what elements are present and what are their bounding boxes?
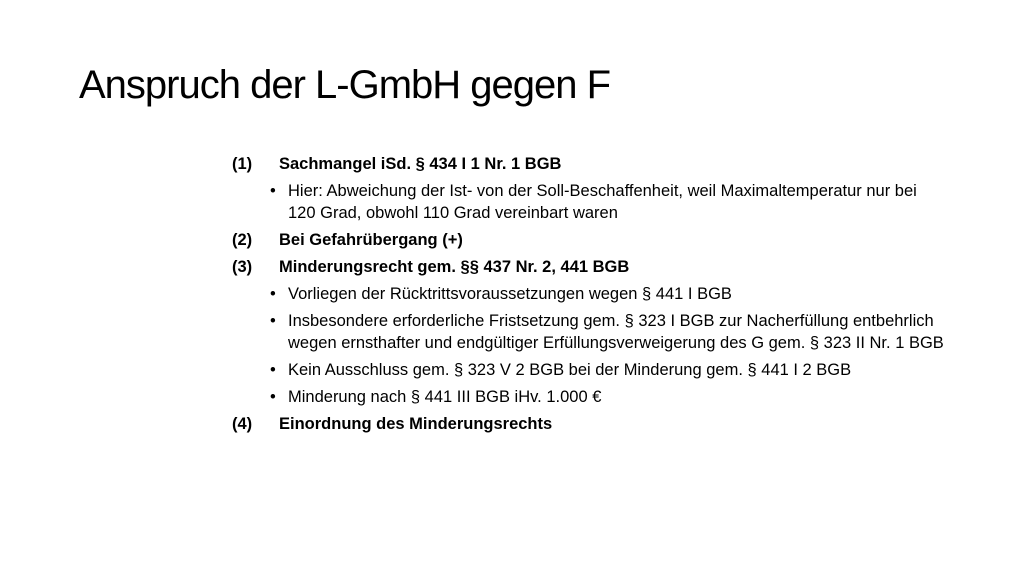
sub-bullet-text: Hier: Abweichung der Ist- von der Soll-Beschaffenheit, weil Maximaltemperatur nur bei 120 Grad, obwohl 110 Grad vereinbart waren [288,182,917,222]
item-heading: Sachmangel iSd. § 434 I 1 Nr. 1 BGB [279,155,562,173]
slide-content [232,153,992,440]
item-number: (4) [232,415,253,433]
bullet-icon: • [270,182,276,200]
sub-bullet [270,359,992,381]
slide-title: Anspruch der L-GmbH gegen F [79,63,611,107]
list-item [232,153,992,175]
list-item [232,229,992,251]
bullet-icon: • [270,312,276,330]
sub-bullet-text: Kein Ausschluss gem. § 323 V 2 BGB bei der Minderung gem. § 441 I 2 BGB [288,361,852,379]
sub-bullet [270,283,992,305]
sub-bullet-text: Vorliegen der Rücktrittsvoraussetzungen wegen § 441 I BGB [288,285,732,303]
list-item [232,413,992,435]
sub-bullet [270,180,992,224]
sub-bullet [270,386,992,408]
item-number: (2) [232,231,253,249]
item-heading: Einordnung des Minderungsrechts [279,415,553,433]
list-item [232,256,992,278]
sub-bullet-text: Insbesondere erforderliche Fristsetzung gem. § 323 I BGB zur Nacherfüllung entbehrlich wegen ernsthafter und endgültiger Erfüllungsverweigerung des G gem. § 323 II Nr. 1 BGB [288,312,944,352]
bullet-icon: • [270,285,276,303]
bullet-icon: • [270,361,276,379]
item-heading: Bei Gefahrübergang (+) [279,231,463,249]
sub-bullet [270,310,992,354]
sub-bullet-text: Minderung nach § 441 III BGB iHv. 1.000 € [288,388,602,406]
item-number: (1) [232,155,253,173]
item-heading: Minderungsrecht gem. §§ 437 Nr. 2, 441 BGB [279,258,630,276]
bullet-icon: • [270,388,276,406]
item-number: (3) [232,258,253,276]
